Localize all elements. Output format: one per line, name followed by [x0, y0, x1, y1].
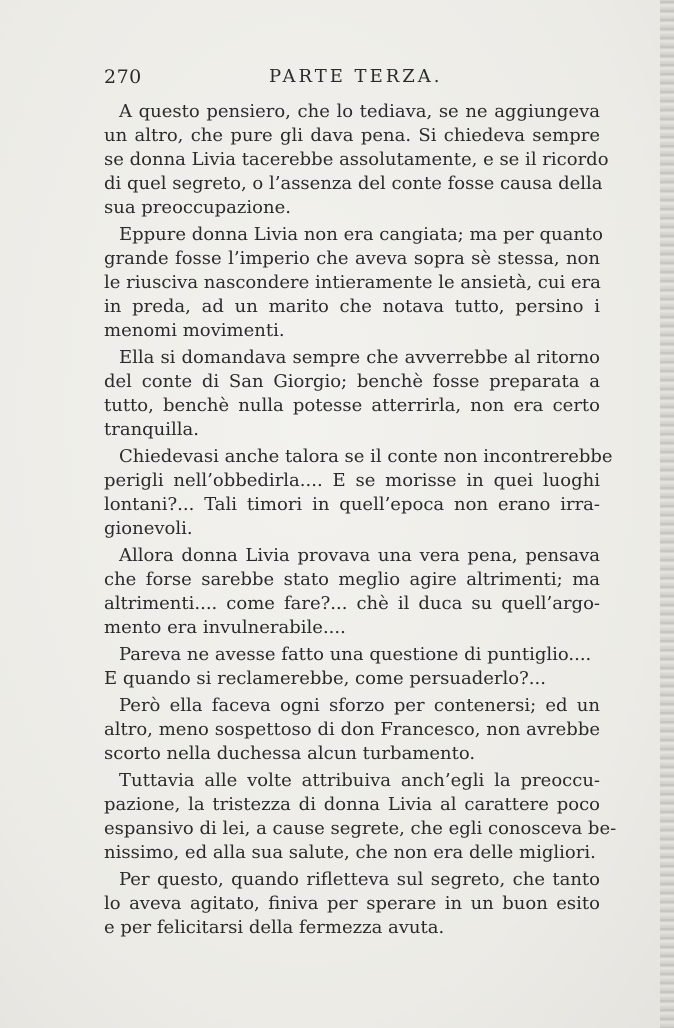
page-number: 270: [104, 66, 142, 88]
text-line: altrimenti.... come fare?... chè il duca su quell’argo-: [104, 593, 600, 614]
text-line: tranquilla.: [104, 419, 200, 440]
text-line: in preda, ad un marito che notava tutto, persino i: [104, 296, 600, 317]
text-line: Per questo, quando rifletteva sul segreto, che tanto: [119, 869, 600, 890]
text-line: menomi movimenti.: [104, 320, 285, 341]
page-header: [104, 66, 600, 96]
text-line: scorto nella duchessa alcun turbamento.: [104, 743, 476, 764]
text-line: Eppure donna Livia non era cangiata; ma per quanto: [119, 224, 603, 245]
text-line: E quando si reclamerebbe, come persuaderlo?...: [104, 668, 546, 689]
text-line: Pareva ne avesse fatto una questione di puntiglio....: [119, 644, 592, 665]
text-line: perigli nell’obbedirla.... E se morisse in quei luoghi: [104, 470, 600, 491]
text-line: e per felicitarsi della fermezza avuta.: [104, 917, 445, 938]
text-line: le riusciva nascondere intieramente le ansietà, cui era: [104, 272, 601, 293]
body-text: [104, 100, 617, 940]
text-line: Chiedevasi anche talora se il conte non incontrerebbe: [119, 446, 613, 467]
text-line: pazione, la tristezza di donna Livia al carattere poco: [104, 794, 600, 815]
text-line: mento era invulnerabile....: [104, 617, 346, 638]
text-line: Però ella faceva ogni sforzo per contenersi; ed un: [119, 695, 600, 716]
text-line: che forse sarebbe stato meglio agire altrimenti; ma: [104, 569, 600, 590]
text-line: espansivo di lei, a cause segrete, che egli conosceva be-: [104, 818, 617, 839]
text-line: di quel segreto, o l’assenza del conte fosse causa della: [104, 173, 603, 194]
text-line: Ella si domandava sempre che avverrebbe al ritorno: [119, 347, 600, 368]
text-line: lo aveva agitato, finiva per sperare in un buon esito: [104, 893, 600, 914]
text-line: gionevoli.: [104, 518, 193, 539]
text-line: tutto, benchè nulla potesse atterrirla, non era certo: [104, 395, 600, 416]
text-line: Allora donna Livia provava una vera pena, pensava: [119, 545, 600, 566]
text-line: altro, meno sospettoso di don Francesco, non avrebbe: [104, 719, 600, 740]
page-edge: [660, 0, 674, 1028]
text-line: del conte di San Giorgio; benchè fosse preparata a: [104, 371, 600, 392]
text-line: un altro, che pure gli dava pena. Si chiedeva sempre: [104, 125, 600, 146]
text-line: Tuttavia alle volte attribuiva anch’egli la preoccu-: [119, 770, 600, 791]
text-line: lontani?... Tali timori in quell’epoca non erano irra-: [104, 494, 600, 515]
text-line: grande fosse l’imperio che aveva sopra sè stessa, non: [104, 248, 600, 269]
text-line: se donna Livia tacerebbe assolutamente, e se il ricordo: [104, 149, 609, 170]
running-title: PARTE TERZA.: [269, 66, 443, 87]
text-line: sua preoccupazione.: [104, 197, 291, 218]
text-line: A questo pensiero, che lo tediava, se ne aggiungeva: [119, 101, 600, 122]
text-line: nissimo, ed alla sua salute, che non era delle migliori.: [104, 842, 596, 863]
